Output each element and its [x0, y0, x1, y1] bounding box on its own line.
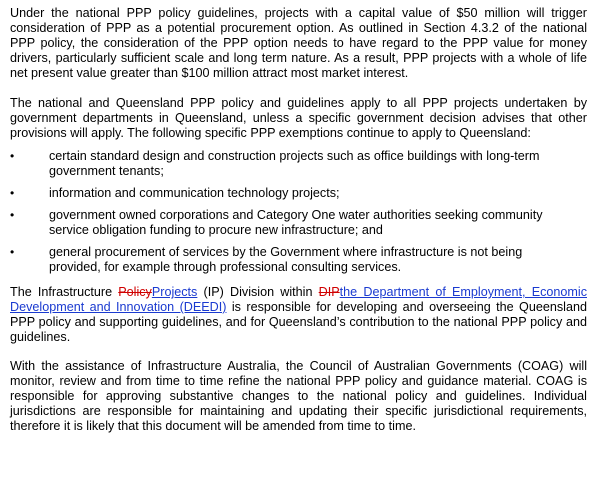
list-item	[10, 245, 587, 275]
paragraph-ip-division	[10, 285, 587, 345]
paragraph-ppp-threshold: Under the national PPP policy guidelines, projects with a capital value of $50 million will trigger consideration of PPP as a potential procurement option. As outlined in Section 4.3.2 of the national PPP policy, the consideration of the PPP option needs to have regard to the PPP value for money drivers, particularly sufficient scale and long term nature. As a result, PPP projects with a whole of life net present value greater than $100 million attract most market interest.	[10, 6, 587, 80]
tracked-insertion-deedi: the Department of Employment, Economic Development and Innovation (DEEDI)	[10, 285, 587, 314]
exemptions-list	[10, 149, 587, 275]
tracked-deletion-policy: Policy	[118, 285, 152, 299]
list-item-text: government owned corporations and Category One water authorities seeking community service obligation funding to procure new infrastructure; and	[49, 208, 543, 237]
bullet-icon: •	[10, 245, 15, 259]
para3-text-3: is responsible for developing and overseeing the Queensland PPP policy and supporting guidelines, and for Queensland’s contribution to the national PPP policy and guidelines.	[10, 300, 587, 344]
tracked-deletion-dip: DIP	[318, 285, 340, 299]
bullet-icon: •	[10, 149, 15, 163]
list-item-text: certain standard design and construction projects such as office buildings with long-term government tenants;	[49, 149, 540, 178]
bullet-icon: •	[10, 186, 15, 200]
list-item	[10, 186, 587, 201]
list-item-text: general procurement of services by the Government where infrastructure is not being provided, for example through professional consulting services.	[49, 245, 523, 274]
tracked-insertion-projects: Projects	[151, 285, 198, 299]
paragraph-ppp-scope: The national and Queensland PPP policy and guidelines apply to all PPP projects undertaken by government departments in Queensland, unless a specific government decision advises that other provisions will apply. The following specific PPP exemptions continue to apply to Queensland:	[10, 96, 587, 140]
list-item	[10, 149, 587, 179]
list-item-text: information and communication technology projects;	[49, 186, 340, 200]
paragraph-coag: With the assistance of Infrastructure Australia, the Council of Australian Governments (COAG) will monitor, review and from time to time refine the national PPP policy and guidance material. COAG is responsible for approving substantive changes to the national policy and guidelines. Individual jurisdictions are responsible for maintaining and updating their specific jurisdictional requirements, therefore it is likely that this document will be amended from time to time.	[10, 359, 587, 433]
para3-text-2: (IP) Division within	[197, 285, 319, 299]
list-item	[10, 208, 587, 238]
para3-text-1: The Infrastructure	[10, 285, 119, 299]
bullet-icon: •	[10, 208, 15, 222]
